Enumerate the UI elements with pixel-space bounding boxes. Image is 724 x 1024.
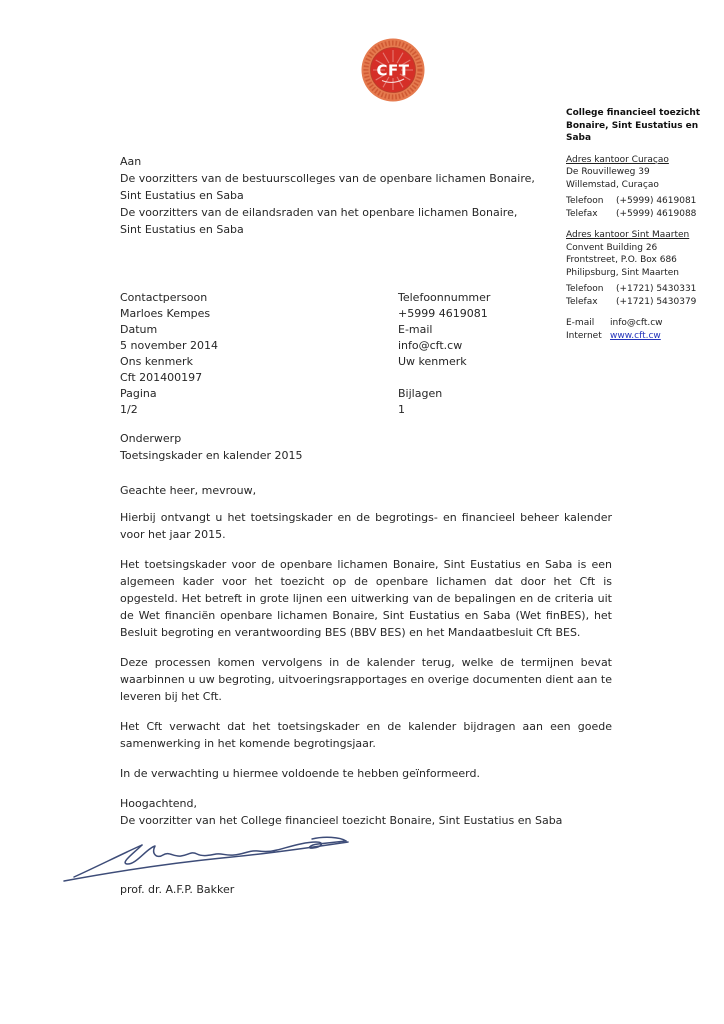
office-curacao: [566, 154, 724, 221]
signer-title: De voorzitter van het College financieel toezicht Bonaire, Sint Eustatius en Saba: [120, 814, 563, 827]
meta-column-right: [398, 290, 612, 418]
fax-label: Telefax: [566, 208, 598, 219]
recipient-line: Aan: [120, 155, 142, 168]
subject-value: Toetsingskader en kalender 2015: [120, 449, 303, 462]
signature-image: [62, 833, 362, 885]
meta-label: Telefoonnummer: [398, 291, 491, 304]
meta-label: Pagina: [120, 387, 157, 400]
address-line: Convent Building 26: [566, 242, 658, 253]
office-curacao-heading: Adres kantoor Curaçao: [566, 154, 669, 165]
meta-label: Uw kenmerk: [398, 355, 467, 368]
address-line: Frontstreet, P.O. Box 686: [566, 255, 677, 265]
valediction: Hoogachtend,: [120, 797, 198, 810]
cft-logo: [361, 38, 425, 102]
recipient-line: Sint Eustatius en Saba: [120, 223, 244, 236]
meta-value: Marloes Kempes: [120, 307, 211, 320]
signer-name: prof. dr. A.F.P. Bakker: [120, 883, 235, 896]
body-paragraph: Deze processen komen vervolgens in de kalender terug, welke de termijnen bevat waarbinnen u uw begroting, uitvoeringsrapportages en overige documenten dient aan te leveren bij het Cft.: [120, 656, 612, 703]
letter-body: [120, 430, 612, 898]
address-line: Willemstad, Curaçao: [566, 179, 659, 190]
letter-meta: [120, 290, 612, 422]
body-paragraph: Hierbij ontvangt u het toetsingskader en de begrotings- en financieel beheer kalender voor het jaar 2015.: [120, 511, 612, 541]
fax-row: [566, 208, 724, 221]
fax-value: (+5999) 4619088: [616, 208, 697, 219]
cft-logo-text: CFT: [376, 61, 410, 80]
meta-column-left: [120, 290, 390, 418]
meta-value: Cft 201400197: [120, 371, 203, 384]
recipient-block: [120, 153, 535, 238]
phone-label: Telefoon: [566, 196, 604, 206]
address-line: De Rouvilleweg 39: [566, 167, 650, 177]
phone-value: (+5999) 4619081: [616, 196, 697, 206]
meta-value: 1/2: [120, 403, 138, 416]
body-paragraph: Het toetsingskader voor de openbare lichamen Bonaire, Sint Eustatius en Saba is een algemeen kader voor het toezicht op de openbare lichamen dat door het Cft is opgesteld. Het betreft in grote lijnen een uitwerking van de bepalingen en de criteria uit de Wet financiën openbare lichamen Bonaire, Sint Eustatius en Saba (Wet finBES), het Besluit begroting en verantwoording BES (BBV BES) en het Mandaatbesluit Cft BES.: [120, 558, 612, 639]
meta-value: [398, 370, 612, 386]
email-value: info@cft.cw: [610, 318, 663, 328]
salutation: Geachte heer, mevrouw,: [120, 484, 257, 497]
fax-value: (+1721) 5430379: [616, 296, 697, 307]
meta-label: Ons kenmerk: [120, 355, 193, 368]
email-label: E-mail: [566, 318, 595, 328]
recipient-line: Sint Eustatius en Saba: [120, 189, 244, 202]
body-paragraph: In de verwachting u hiermee voldoende te hebben geïnformeerd.: [120, 767, 480, 780]
fax-label: Telefax: [566, 296, 598, 307]
office-sint-maarten-heading: Adres kantoor Sint Maarten: [566, 230, 690, 240]
recipient-line: De voorzitters van de eilandsraden van het openbare lichamen Bonaire,: [120, 206, 518, 219]
meta-value: 5 november 2014: [120, 339, 218, 352]
meta-value: +5999 4619081: [398, 307, 488, 320]
phone-row: [566, 195, 724, 208]
org-name: College financieel toezicht Bonaire, Sint Eustatius en Saba: [566, 108, 701, 143]
body-paragraph: Het Cft verwacht dat het toetsingskader en de kalender bijdragen aan een goede samenwerking in het komende begrotingsjaar.: [120, 720, 612, 750]
internet-label: Internet: [566, 330, 602, 341]
subject-label: Onderwerp: [120, 432, 182, 445]
meta-value: info@cft.cw: [398, 339, 463, 352]
meta-label: E-mail: [398, 323, 433, 336]
meta-label: Datum: [120, 323, 158, 336]
meta-value: 1: [398, 403, 405, 416]
address-line: Philipsburg, Sint Maarten: [566, 267, 680, 278]
phone-value: (+1721) 5430331: [616, 284, 697, 294]
internet-link[interactable]: www.cft.cw: [610, 330, 661, 341]
recipient-line: De voorzitters van de bestuurscolleges van de openbare lichamen Bonaire,: [120, 172, 535, 185]
phone-label: Telefoon: [566, 284, 604, 294]
meta-label: Contactpersoon: [120, 291, 208, 304]
meta-label: Bijlagen: [398, 387, 443, 400]
